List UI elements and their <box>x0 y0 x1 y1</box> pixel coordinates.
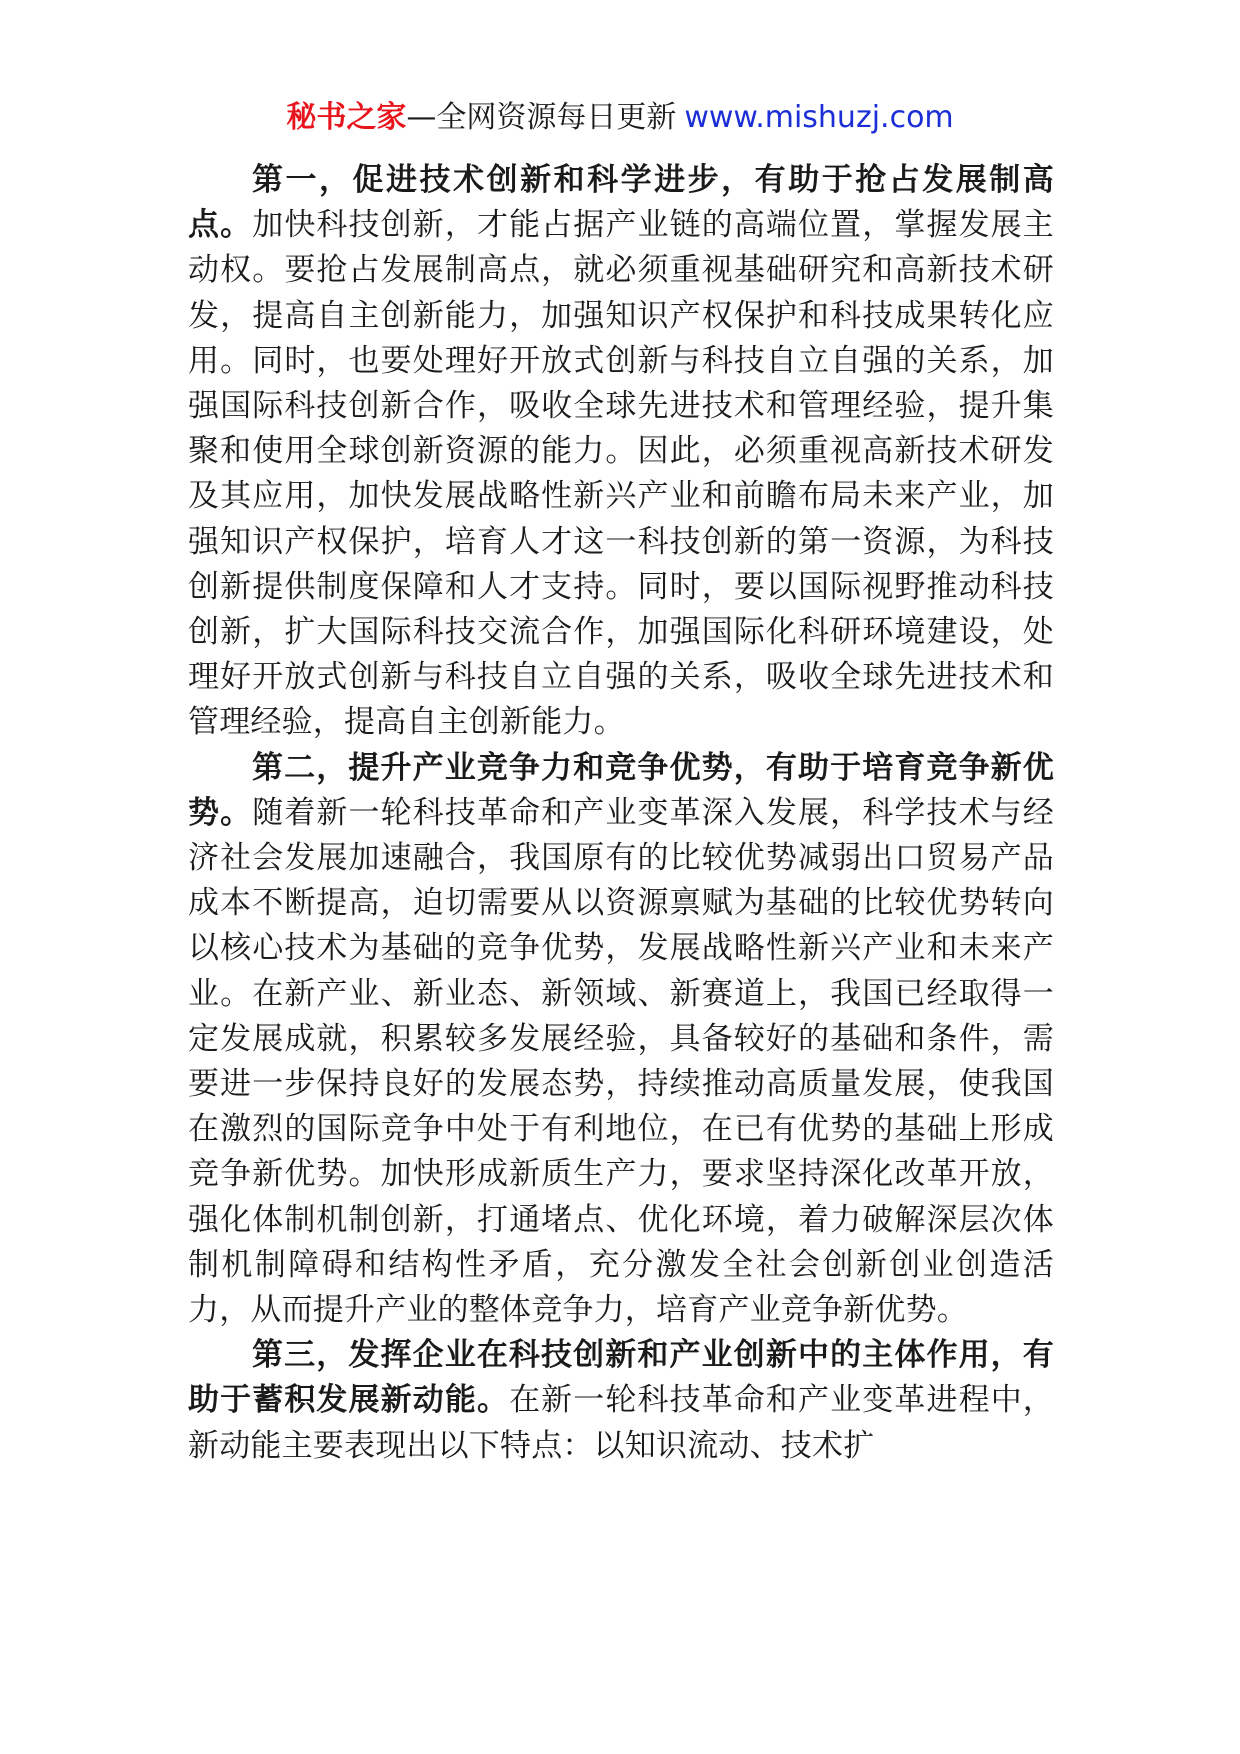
brand-name: 秘书之家 <box>286 100 407 135</box>
paragraph-3-lead: 第三，发挥企业在科技创新和产业创新中的主体作用，有助于蓄积发展新动能。 <box>188 1337 1054 1419</box>
site-header <box>0 98 1240 138</box>
header-tagline: —全网资源每日更新 <box>406 100 677 135</box>
paragraph-3 <box>188 1333 1054 1469</box>
paragraph-2 <box>188 746 1054 1334</box>
document-body <box>188 158 1054 1469</box>
paragraph-1-body: 加快科技创新，才能占据产业链的高端位置，掌握发展主动权。要抢占发展制高点，就必须重视基础研究和高新技术研发，提高自主创新能力，加强知识产权保护和科技成果转化应用。同时，也要处理好开放式创新与科技自立自强的关系，加强国际科技创新合作，吸收全球先进技术和管理经验，提升集聚和使用全球创新资源的能力。因此，必须重视高新技术研发及其应用，加快发展战略性新兴产业和前瞻布局未来产业，加强知识产权保护，培育人才这一科技创新的第一资源，为科技创新提供制度保障和人才支持。同时，要以国际视野推动科技创新，扩大国际科技交流合作，加强国际化科研环境建设，处理好开放式创新与科技自立自强的关系，吸收全球先进技术和管理经验，提高自主创新能力。 <box>188 207 1054 741</box>
paragraph-2-lead: 第二，提升产业竞争力和竞争优势，有助于培育竞争新优势。 <box>188 749 1054 831</box>
paragraph-1 <box>188 158 1054 746</box>
paragraph-1-lead: 第一，促进技术创新和科学进步，有助于抢占发展制高点。 <box>188 162 1054 244</box>
site-url[interactable]: www.mishuzj.com <box>684 100 954 135</box>
paragraph-3-body: 在新一轮科技革命和产业变革进程中，新动能主要表现出以下特点：以知识流动、技术扩 <box>188 1382 1054 1464</box>
paragraph-2-body: 随着新一轮科技革命和产业变革深入发展，科学技术与经济社会发展加速融合，我国原有的比较优势减弱出口贸易产品成本不断提高，迫切需要从以资源禀赋为基础的比较优势转向以核心技术为基础的竞争优势，发展战略性新兴产业和未来产业。在新产业、新业态、新领域、新赛道上，我国已经取得一定发展成就，积累较多发展经验，具备较好的基础和条件，需要进一步保持良好的发展态势，持续推动高质量发展，使我国在激烈的国际竞争中处于有利地位，在已有优势的基础上形成竞争新优势。加快形成新质生产力，要求坚持深化改革开放，强化体制机制创新，打通堵点、优化环境，着力破解深层次体制机制障碍和结构性矛盾，充分激发全社会创新创业创造活力，从而提升产业的整体竞争力，培育产业竞争新优势。 <box>188 794 1054 1329</box>
